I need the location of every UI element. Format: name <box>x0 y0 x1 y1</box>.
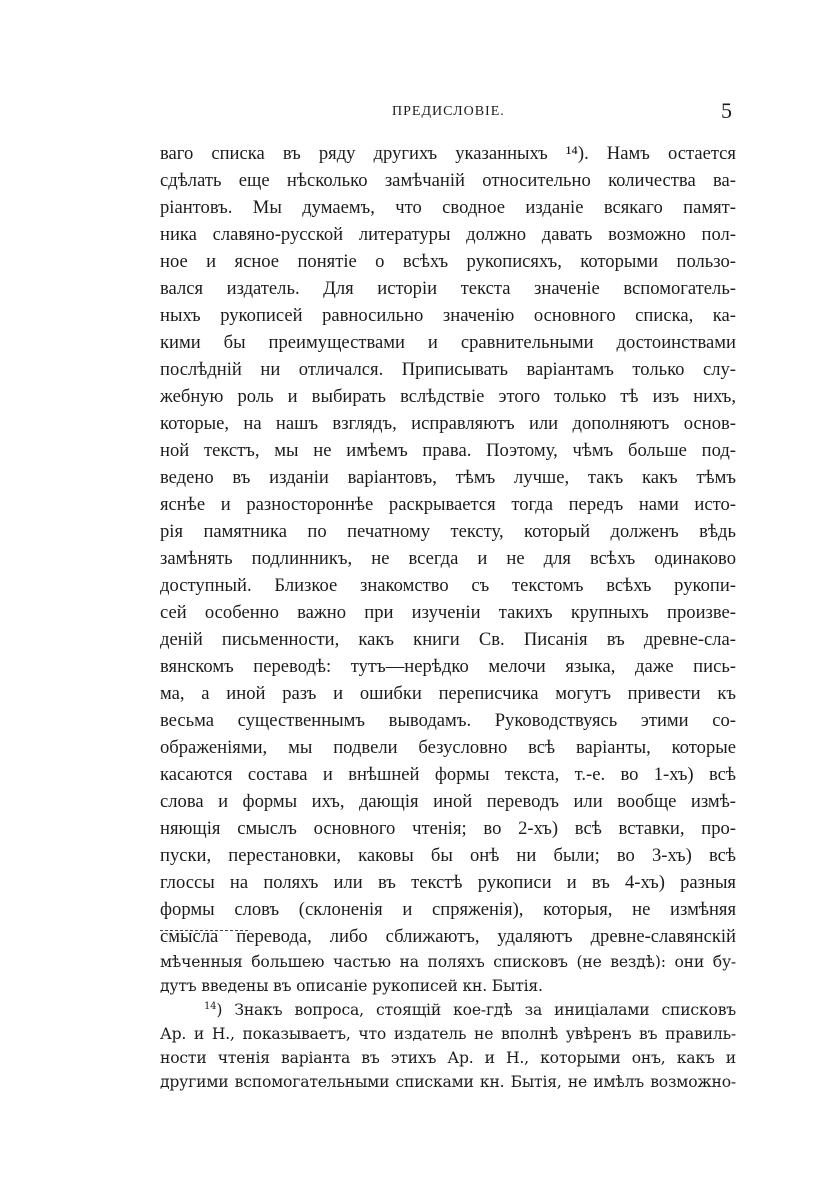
text-line: замѣнять подлинникъ, не всегда и не для всѣхъ одинаково <box>160 548 736 569</box>
text-line: жебную роль и выбирать вслѣдствіе этого только тѣ изъ нихъ, <box>160 386 736 407</box>
text-line: ма, а иной разъ и ошибки переписчика могутъ привести къ <box>160 683 736 704</box>
footnote-line: другими вспомогательными списками кн. Бытія, не имѣлъ возможно- <box>160 1073 736 1091</box>
text-line: ваго списка въ ряду другихъ указанныхъ ¹⁴). Намъ остается <box>160 143 736 164</box>
text-line: вался издатель. Для исторіи текста значеніе вспомогатель- <box>160 278 736 299</box>
text-line: ное и ясное понятіе о всѣхъ рукописяхъ, которыми пользо- <box>160 251 736 272</box>
main-text <box>160 140 736 950</box>
text-line: ника славяно-русской литературы должно давать возможно пол- <box>160 224 736 245</box>
text-line: которые, на нашъ взглядъ, исправляютъ или дополняютъ основ- <box>160 413 736 434</box>
text-line: кими бы преимуществами и сравнительными достоинствами <box>160 332 736 353</box>
text-line: глоссы на поляхъ или въ текстѣ рукописи и въ 4-хъ) разныя <box>160 872 736 893</box>
text-line: сдѣлать еще нѣсколько замѣчаній относительно количества ва- <box>160 170 736 191</box>
text-line: ной текстъ, мы не имѣемъ права. Поэтому, чѣмъ больше под- <box>160 440 736 461</box>
footnote-separator <box>160 930 248 931</box>
text-line: сей особенно важно при изученіи такихъ крупныхъ произве- <box>160 602 736 623</box>
text-line: доступный. Близкое знакомство съ текстомъ всѣхъ рукопи- <box>160 575 736 596</box>
footnote-line: мѣченныя большею частью на поляхъ списковъ (не вездѣ): они бу- <box>160 953 736 971</box>
text-line: пуски, перестановки, каковы бы онѣ ни были; во 3-хъ) всѣ <box>160 845 736 866</box>
footnote-line: дутъ введены въ описаніе рукописей кн. Бытія. <box>160 977 543 995</box>
running-title: ПРЕДИСЛОВІЕ. <box>392 104 505 119</box>
footnote-line: ности чтенія варіанта въ этихъ Ар. и Н., которыми онъ, какъ и <box>160 1049 736 1067</box>
text-line: весьма существеннымъ выводамъ. Руководствуясь этими со- <box>160 710 736 731</box>
footnote-line: Ар. и Н., показываетъ, что издатель не вполнѣ увѣренъ въ правиль- <box>160 1025 736 1043</box>
page-number: 5 <box>721 98 732 123</box>
text-line: ныхъ рукописей равносильно значенію основного списка, ка- <box>160 305 736 326</box>
text-line: ображеніями, мы подвели безусловно всѣ варіанты, которые <box>160 737 736 758</box>
text-line: вянскомъ переводѣ: тутъ—нерѣдко мелочи языка, даже пись- <box>160 656 736 677</box>
text-line: рія памятника по печатному тексту, который долженъ вѣдь <box>160 521 736 542</box>
text-line: смысла перевода, либо сближаютъ, удаляютъ древне-славянскій <box>160 926 736 947</box>
footnotes <box>160 950 736 1094</box>
page-header <box>160 100 736 130</box>
text-line: ріантовъ. Мы думаемъ, что сводное изданіе всякаго памят- <box>160 197 736 218</box>
text-line: деній письменности, какъ книги Св. Писанія въ древне-сла- <box>160 629 736 650</box>
footnote-14: $^{14}$) Знакъ вопроса, стоящій кое-гдѣ за иниціалами списковъ <box>204 1000 736 1019</box>
text-line: ведено въ изданіи варіантовъ, тѣмъ лучше, такъ какъ тѣмъ <box>160 467 736 488</box>
footnote-marker: 14 <box>204 1000 217 1012</box>
text-line: формы словъ (склоненія и спряженія), которыя, не измѣняя <box>160 899 736 920</box>
text-line: послѣдній ни отличался. Приписывать варіантамъ только слу- <box>160 359 736 380</box>
text-line: яснѣе и разностороннѣе раскрывается тогда передъ нами исто- <box>160 494 736 515</box>
text-line: няющія смыслъ основного чтенія; во 2-хъ) всѣ вставки, про- <box>160 818 736 839</box>
text-line: касаются состава и внѣшней формы текста, т.-е. во 1-хъ) всѣ <box>160 764 736 785</box>
footnote-text: Знакъ вопроса, стоящій кое-гдѣ за иниціалами списковъ <box>234 1001 736 1019</box>
text-line: слова и формы ихъ, дающія иной переводъ или вообще измѣ- <box>160 791 736 812</box>
